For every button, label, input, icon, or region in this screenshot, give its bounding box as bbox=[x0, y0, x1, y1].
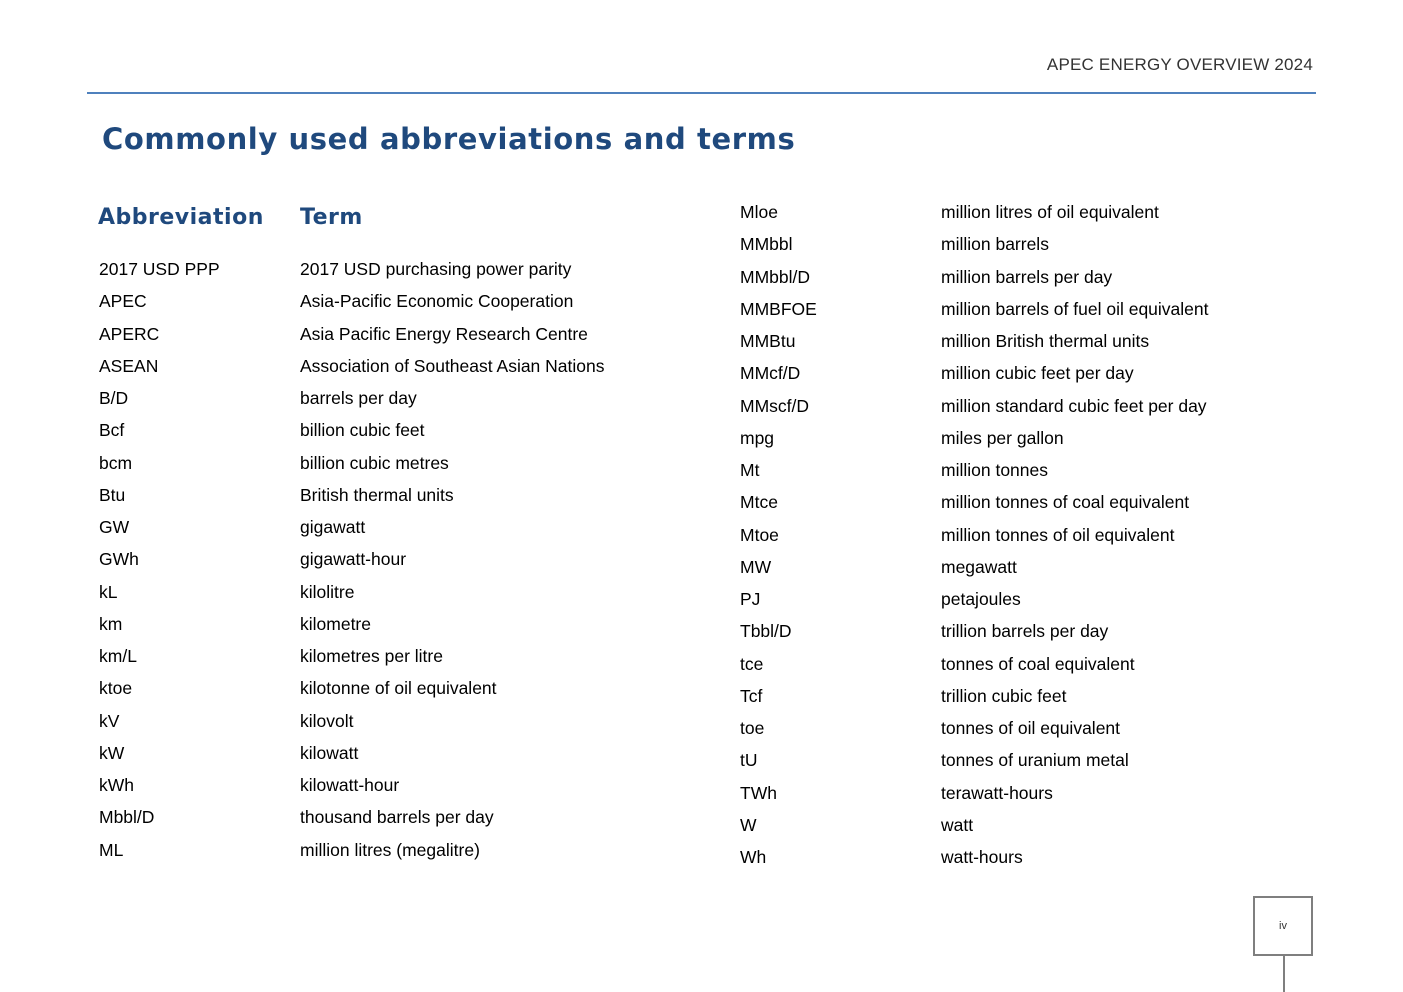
abbreviation: Btu bbox=[99, 484, 126, 505]
term: million standard cubic feet per day bbox=[941, 395, 1207, 416]
term: million litres of oil equivalent bbox=[941, 202, 1159, 222]
abbreviation: Mtoe bbox=[740, 524, 779, 545]
abbreviation: MMbbl/D bbox=[740, 266, 811, 287]
term: Association of Southeast Asian Nations bbox=[300, 355, 605, 376]
term: gigawatt bbox=[300, 517, 366, 537]
term: watt-hours bbox=[941, 847, 1023, 867]
abbreviation: tU bbox=[740, 750, 758, 771]
abbreviation: kW bbox=[99, 742, 125, 763]
term: kilolitre bbox=[300, 581, 355, 602]
term: 2017 USD purchasing power parity bbox=[300, 259, 572, 279]
abbreviation-column-header: Abbreviation bbox=[98, 205, 264, 230]
abbreviation: Wh bbox=[740, 847, 767, 867]
term: million barrels bbox=[941, 234, 1049, 255]
abbreviation: Bcf bbox=[99, 420, 125, 441]
abbreviation: km bbox=[99, 613, 123, 634]
abbreviation: MMBFOE bbox=[740, 298, 817, 319]
term: megawatt bbox=[941, 556, 1017, 577]
term: kilovolt bbox=[300, 710, 354, 731]
page-number: iv bbox=[1279, 920, 1287, 932]
abbreviation: ASEAN bbox=[99, 355, 159, 376]
abbreviation: B/D bbox=[99, 388, 129, 408]
abbreviation: GWh bbox=[99, 549, 139, 570]
term: terawatt-hours bbox=[941, 782, 1053, 803]
abbreviation: Mbbl/D bbox=[99, 807, 155, 828]
abbreviation: MMbbl bbox=[740, 234, 793, 255]
abbreviation: MMcf/D bbox=[740, 363, 801, 384]
term: million tonnes bbox=[941, 460, 1048, 480]
term: million litres (megalitre) bbox=[300, 839, 480, 860]
term: million cubic feet per day bbox=[941, 363, 1134, 384]
abbreviation: Mt bbox=[740, 460, 760, 480]
term: trillion barrels per day bbox=[941, 621, 1109, 642]
term: tonnes of oil equivalent bbox=[941, 718, 1121, 738]
term-column-header: Term bbox=[300, 205, 363, 230]
abbreviation: PJ bbox=[740, 589, 761, 609]
abbreviation: MW bbox=[740, 556, 772, 577]
term: million barrels per day bbox=[941, 266, 1113, 287]
term: gigawatt-hour bbox=[300, 549, 407, 570]
term: kilowatt-hour bbox=[300, 775, 400, 795]
term: billion cubic metres bbox=[300, 452, 449, 473]
abbreviation: Tcf bbox=[740, 685, 763, 706]
term: kilowatt bbox=[300, 742, 359, 763]
term: British thermal units bbox=[300, 484, 454, 505]
abbreviation: km/L bbox=[99, 646, 137, 666]
term: kilometres per litre bbox=[300, 646, 443, 666]
term: trillion cubic feet bbox=[941, 685, 1067, 706]
abbreviation: APEC bbox=[99, 291, 147, 312]
abbreviation: W bbox=[740, 814, 757, 835]
term: tonnes of uranium metal bbox=[941, 750, 1129, 771]
abbreviation: GW bbox=[99, 517, 130, 537]
term: petajoules bbox=[941, 589, 1021, 609]
page-number-connector bbox=[1283, 956, 1285, 992]
term: watt bbox=[941, 814, 974, 835]
term: tonnes of coal equivalent bbox=[941, 653, 1135, 674]
term: billion cubic feet bbox=[300, 420, 425, 441]
term: barrels per day bbox=[300, 388, 417, 408]
term: miles per gallon bbox=[941, 427, 1064, 448]
abbreviation: 2017 USD PPP bbox=[99, 259, 220, 279]
abbreviation: APERC bbox=[99, 323, 160, 344]
abbreviation: ML bbox=[99, 839, 124, 860]
abbreviation: MMscf/D bbox=[740, 395, 810, 416]
abbreviation: kWh bbox=[99, 775, 134, 795]
abbreviation: tce bbox=[740, 653, 764, 674]
abbreviation: TWh bbox=[740, 782, 777, 803]
term: million British thermal units bbox=[941, 331, 1150, 351]
term: Asia Pacific Energy Research Centre bbox=[300, 323, 588, 344]
term: million barrels of fuel oil equivalent bbox=[941, 298, 1209, 319]
abbreviation: mpg bbox=[740, 427, 775, 448]
abbreviation: ktoe bbox=[99, 678, 133, 699]
term: kilotonne of oil equivalent bbox=[300, 678, 497, 699]
abbreviation: Mtce bbox=[740, 492, 778, 513]
term: thousand barrels per day bbox=[300, 807, 494, 828]
abbreviation: bcm bbox=[99, 452, 133, 473]
abbreviation: MMBtu bbox=[740, 331, 796, 351]
page-title: Commonly used abbreviations and terms bbox=[102, 122, 796, 156]
term: million tonnes of oil equivalent bbox=[941, 524, 1175, 545]
term: Asia-Pacific Economic Cooperation bbox=[300, 291, 574, 312]
header-divider bbox=[87, 92, 1316, 94]
term: million tonnes of coal equivalent bbox=[941, 492, 1190, 513]
abbreviation: kL bbox=[99, 581, 118, 602]
term: kilometre bbox=[300, 613, 371, 634]
abbreviation: Mloe bbox=[740, 202, 778, 222]
running-header: APEC ENERGY OVERVIEW 2024 bbox=[1046, 55, 1313, 74]
page-number-box bbox=[1253, 896, 1313, 956]
abbreviation: toe bbox=[740, 718, 765, 738]
abbreviation: Tbbl/D bbox=[740, 621, 792, 642]
abbreviation: kV bbox=[99, 710, 120, 731]
